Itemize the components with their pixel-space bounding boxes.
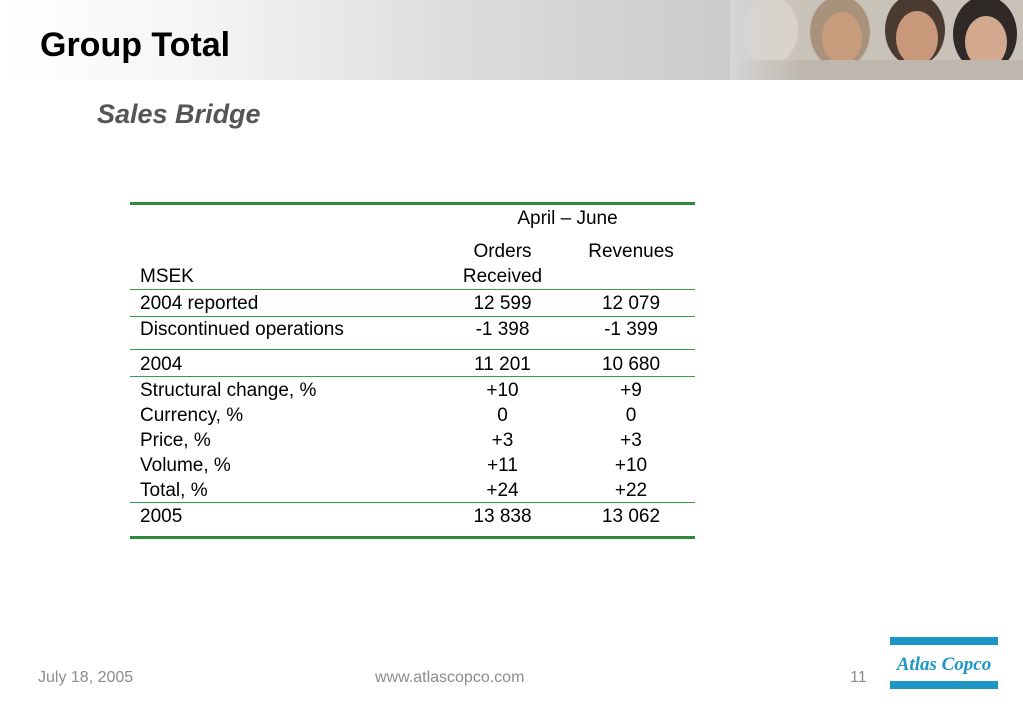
- row-revenues: 10 680: [601, 354, 661, 375]
- row-rule: [130, 289, 695, 290]
- row-label: 2004 reported: [140, 293, 259, 314]
- row-label: 2005: [140, 506, 183, 527]
- row-label: 2004: [140, 354, 183, 375]
- header-photo: [730, 0, 1023, 80]
- row-revenues: +3: [620, 430, 642, 451]
- row-label: Structural change, %: [140, 380, 317, 401]
- page-subtitle: Sales Bridge: [97, 99, 261, 129]
- row-revenues: 13 062: [601, 506, 661, 527]
- row-label: Discontinued operations: [140, 319, 344, 340]
- page-number: 11: [850, 669, 867, 686]
- row-label: Currency, %: [140, 405, 244, 426]
- row-orders: 12 599: [473, 293, 532, 314]
- row-orders: -1 398: [475, 319, 530, 340]
- row-revenues: +9: [620, 380, 642, 401]
- footer-date: July 18, 2005: [38, 669, 134, 686]
- row-rule: [130, 502, 695, 503]
- row-rule: [130, 349, 695, 350]
- row-orders: +24: [486, 480, 519, 501]
- sales-bridge-table: [130, 202, 695, 540]
- row-orders: 0: [497, 405, 508, 426]
- row-label: Price, %: [140, 430, 211, 451]
- orders-header-line2: Received: [462, 266, 543, 287]
- table-bottom-rule: [130, 536, 695, 539]
- table-top-rule: [130, 202, 695, 205]
- row-orders: +3: [491, 430, 514, 451]
- row-orders: +10: [486, 380, 519, 401]
- row-revenues: 0: [625, 405, 637, 426]
- svg-text:Atlas Copco: Atlas Copco: [896, 654, 992, 675]
- row-revenues: -1 399: [604, 319, 658, 340]
- row-label: Total, %: [140, 480, 208, 501]
- row-revenues: +10: [614, 455, 648, 476]
- row-orders: +11: [487, 455, 518, 476]
- row-rule: [130, 376, 695, 377]
- orders-header-line1: Orders: [473, 241, 532, 262]
- row-revenues: 12 079: [601, 293, 661, 314]
- row-orders: 13 838: [473, 506, 532, 527]
- period-header: April – June: [517, 208, 618, 229]
- page-title: Group Total: [40, 26, 231, 64]
- atlas-copco-logo: [890, 637, 998, 689]
- footer-url-link[interactable]: www.atlascopco.com: [375, 669, 525, 686]
- row-label: Volume, %: [140, 455, 231, 476]
- row-revenues: +22: [614, 480, 648, 501]
- revenues-header: Revenues: [588, 241, 674, 262]
- msek-header: MSEK: [140, 266, 194, 287]
- row-orders: 11 201: [474, 354, 531, 375]
